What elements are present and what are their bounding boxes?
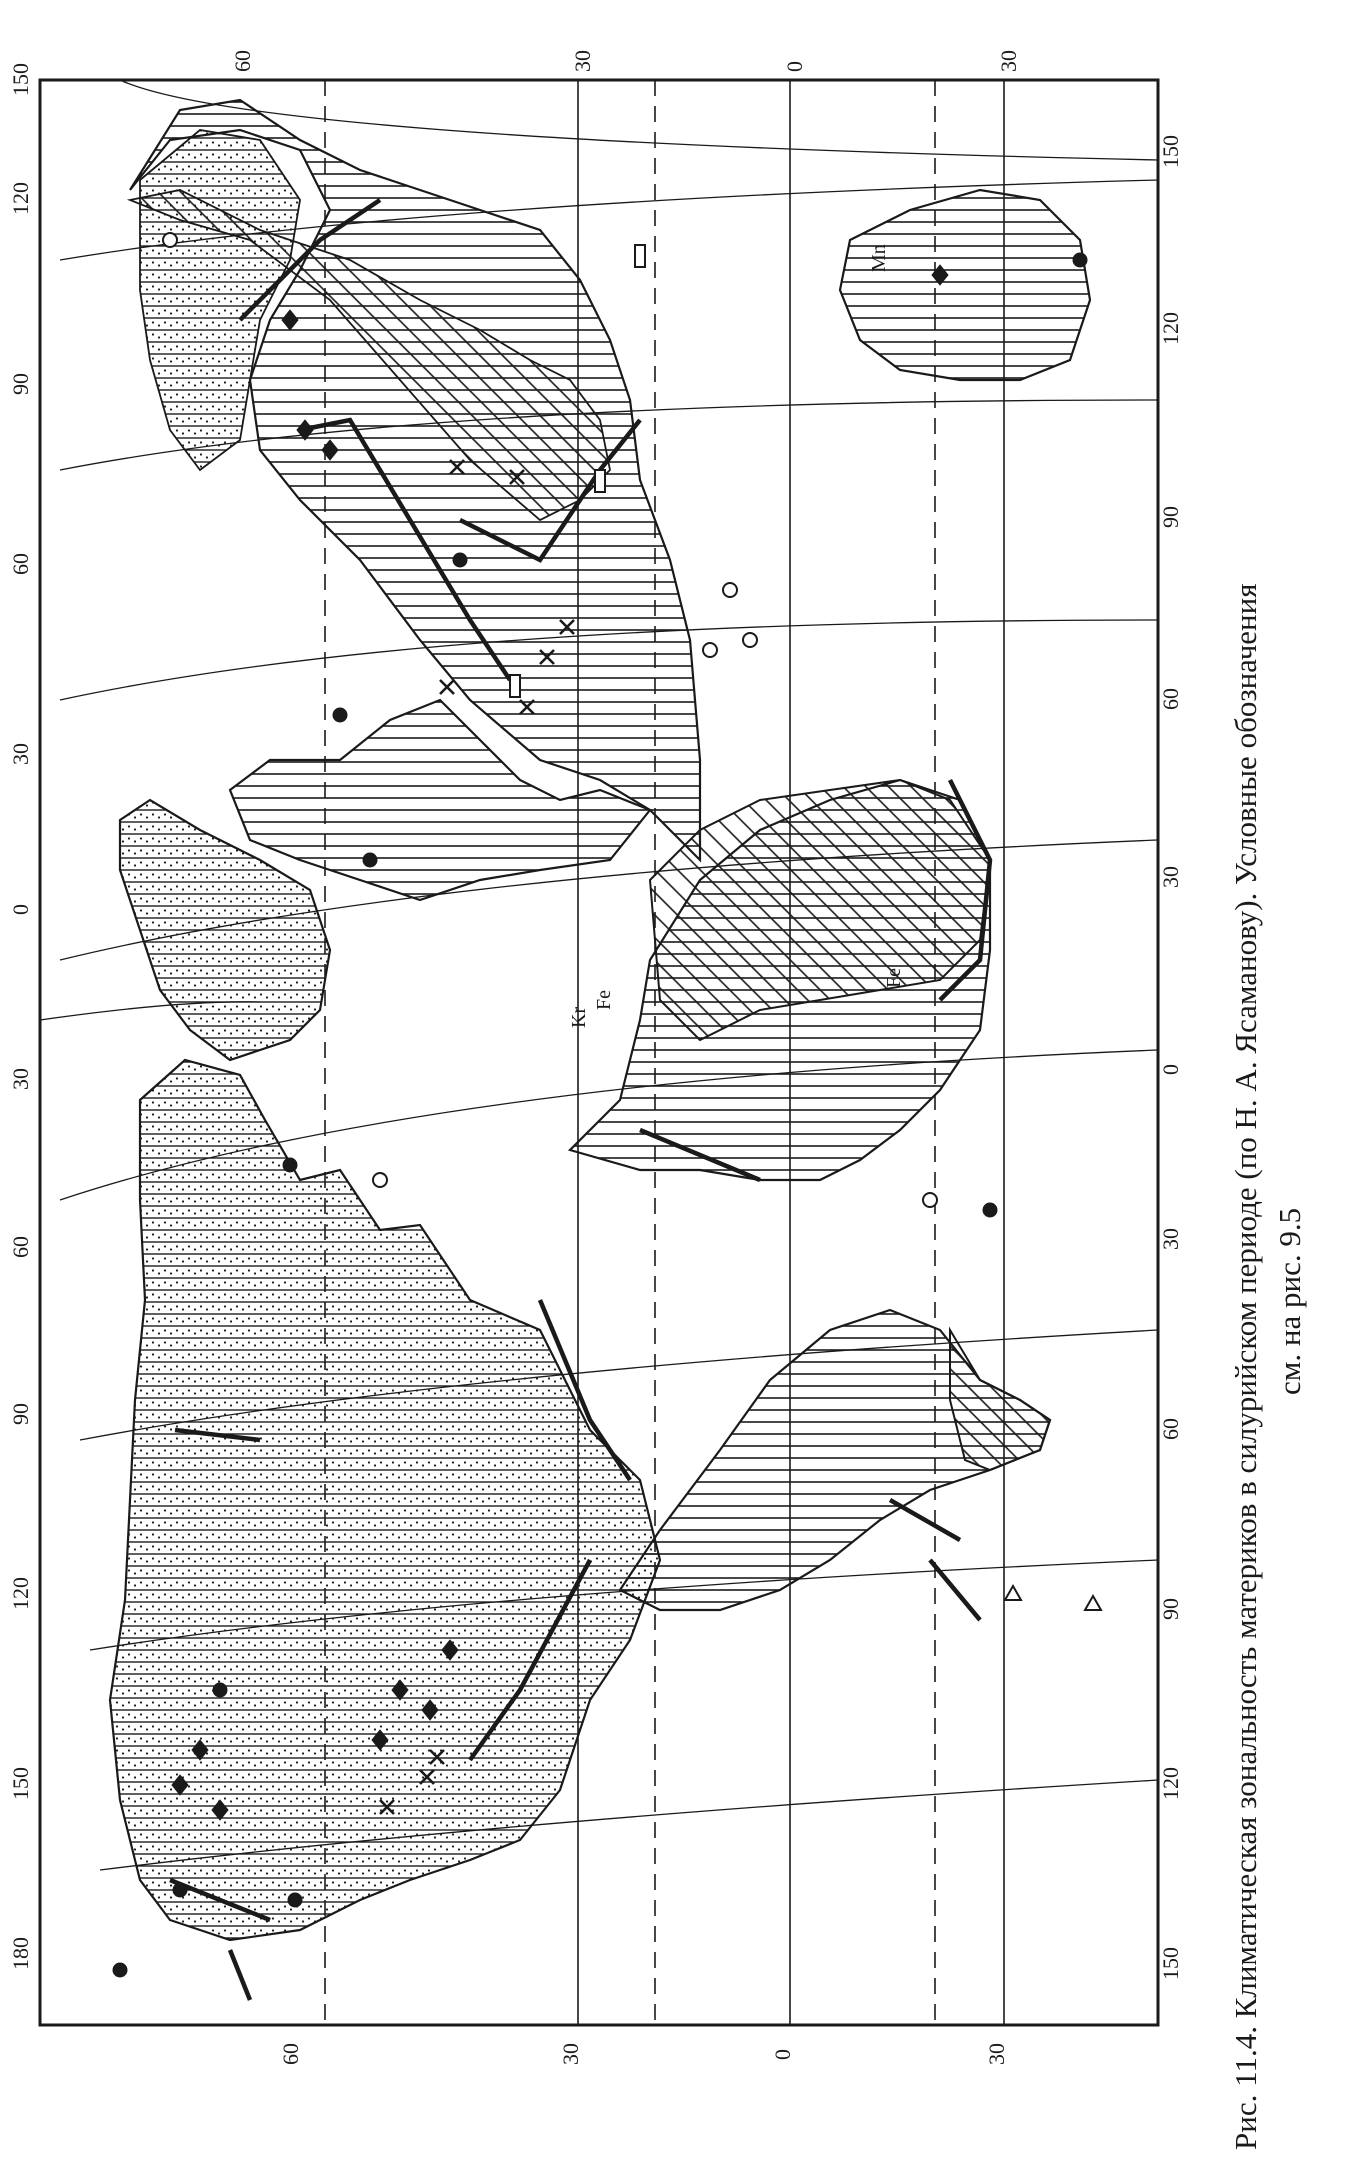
lon-tick-top: 0 <box>8 904 33 915</box>
lat-tick-right-s30: 30 <box>996 50 1021 72</box>
continent-australia <box>840 190 1090 380</box>
zone-label-fe: Fe <box>593 990 615 1010</box>
lat-tick-left-30: 30 <box>558 2043 583 2065</box>
lat-tick-right-60: 60 <box>230 50 255 72</box>
lat-tick-left-60: 60 <box>278 2043 303 2065</box>
figure-caption <box>1190 0 1365 2168</box>
south-america-arid-zone <box>950 1330 1050 1470</box>
lat-tick-right-30: 30 <box>570 50 595 72</box>
lon-tick-top: 150 <box>8 1767 33 1800</box>
zone-label-fe-2: Fe <box>883 968 905 988</box>
lon-tick-bottom: 120 <box>1158 1767 1183 1800</box>
lon-tick-top: 90 <box>8 373 33 395</box>
lon-tick-top: 30 <box>8 1068 33 1090</box>
lon-ticks-top <box>8 63 33 1970</box>
lon-tick-top: 120 <box>8 1577 33 1610</box>
zone-label-mn: Mn <box>868 244 890 272</box>
lon-tick-bottom: 30 <box>1158 866 1183 888</box>
lon-tick-top: 30 <box>8 743 33 765</box>
lat-tick-left-s30: 30 <box>984 2043 1009 2065</box>
caption-line-2: см. на рис. 9.5 <box>1272 1207 1307 1395</box>
lon-tick-top: 120 <box>8 182 33 215</box>
lon-tick-bottom: 150 <box>1158 1947 1183 1980</box>
lon-tick-bottom: 0 <box>1158 1064 1183 1075</box>
lon-tick-bottom: 90 <box>1158 506 1183 528</box>
lat-tick-left-0: 0 <box>770 2049 795 2060</box>
lon-tick-bottom: 60 <box>1158 688 1183 710</box>
lon-tick-top: 180 <box>8 1937 33 1970</box>
zone-label-kr: Kr <box>568 1006 590 1028</box>
lon-tick-bottom: 120 <box>1158 312 1183 345</box>
lon-tick-bottom: 150 <box>1158 135 1183 168</box>
lon-tick-bottom: 60 <box>1158 1418 1183 1440</box>
caption-line-1: Рис. 11.4. Климатическая зональность материков в силурийском периоде (по Н. А. Ясаманову). Условные обозначения <box>1228 583 1263 2150</box>
lon-tick-bottom: 30 <box>1158 1228 1183 1250</box>
lon-tick-top: 90 <box>8 1403 33 1425</box>
lon-ticks-bottom <box>1158 135 1183 1980</box>
lon-tick-top: 150 <box>8 63 33 96</box>
lon-tick-bottom: 90 <box>1158 1598 1183 1620</box>
lon-tick-top: 60 <box>8 553 33 575</box>
lon-tick-top: 60 <box>8 1236 33 1258</box>
lat-tick-right-0: 0 <box>782 61 807 72</box>
